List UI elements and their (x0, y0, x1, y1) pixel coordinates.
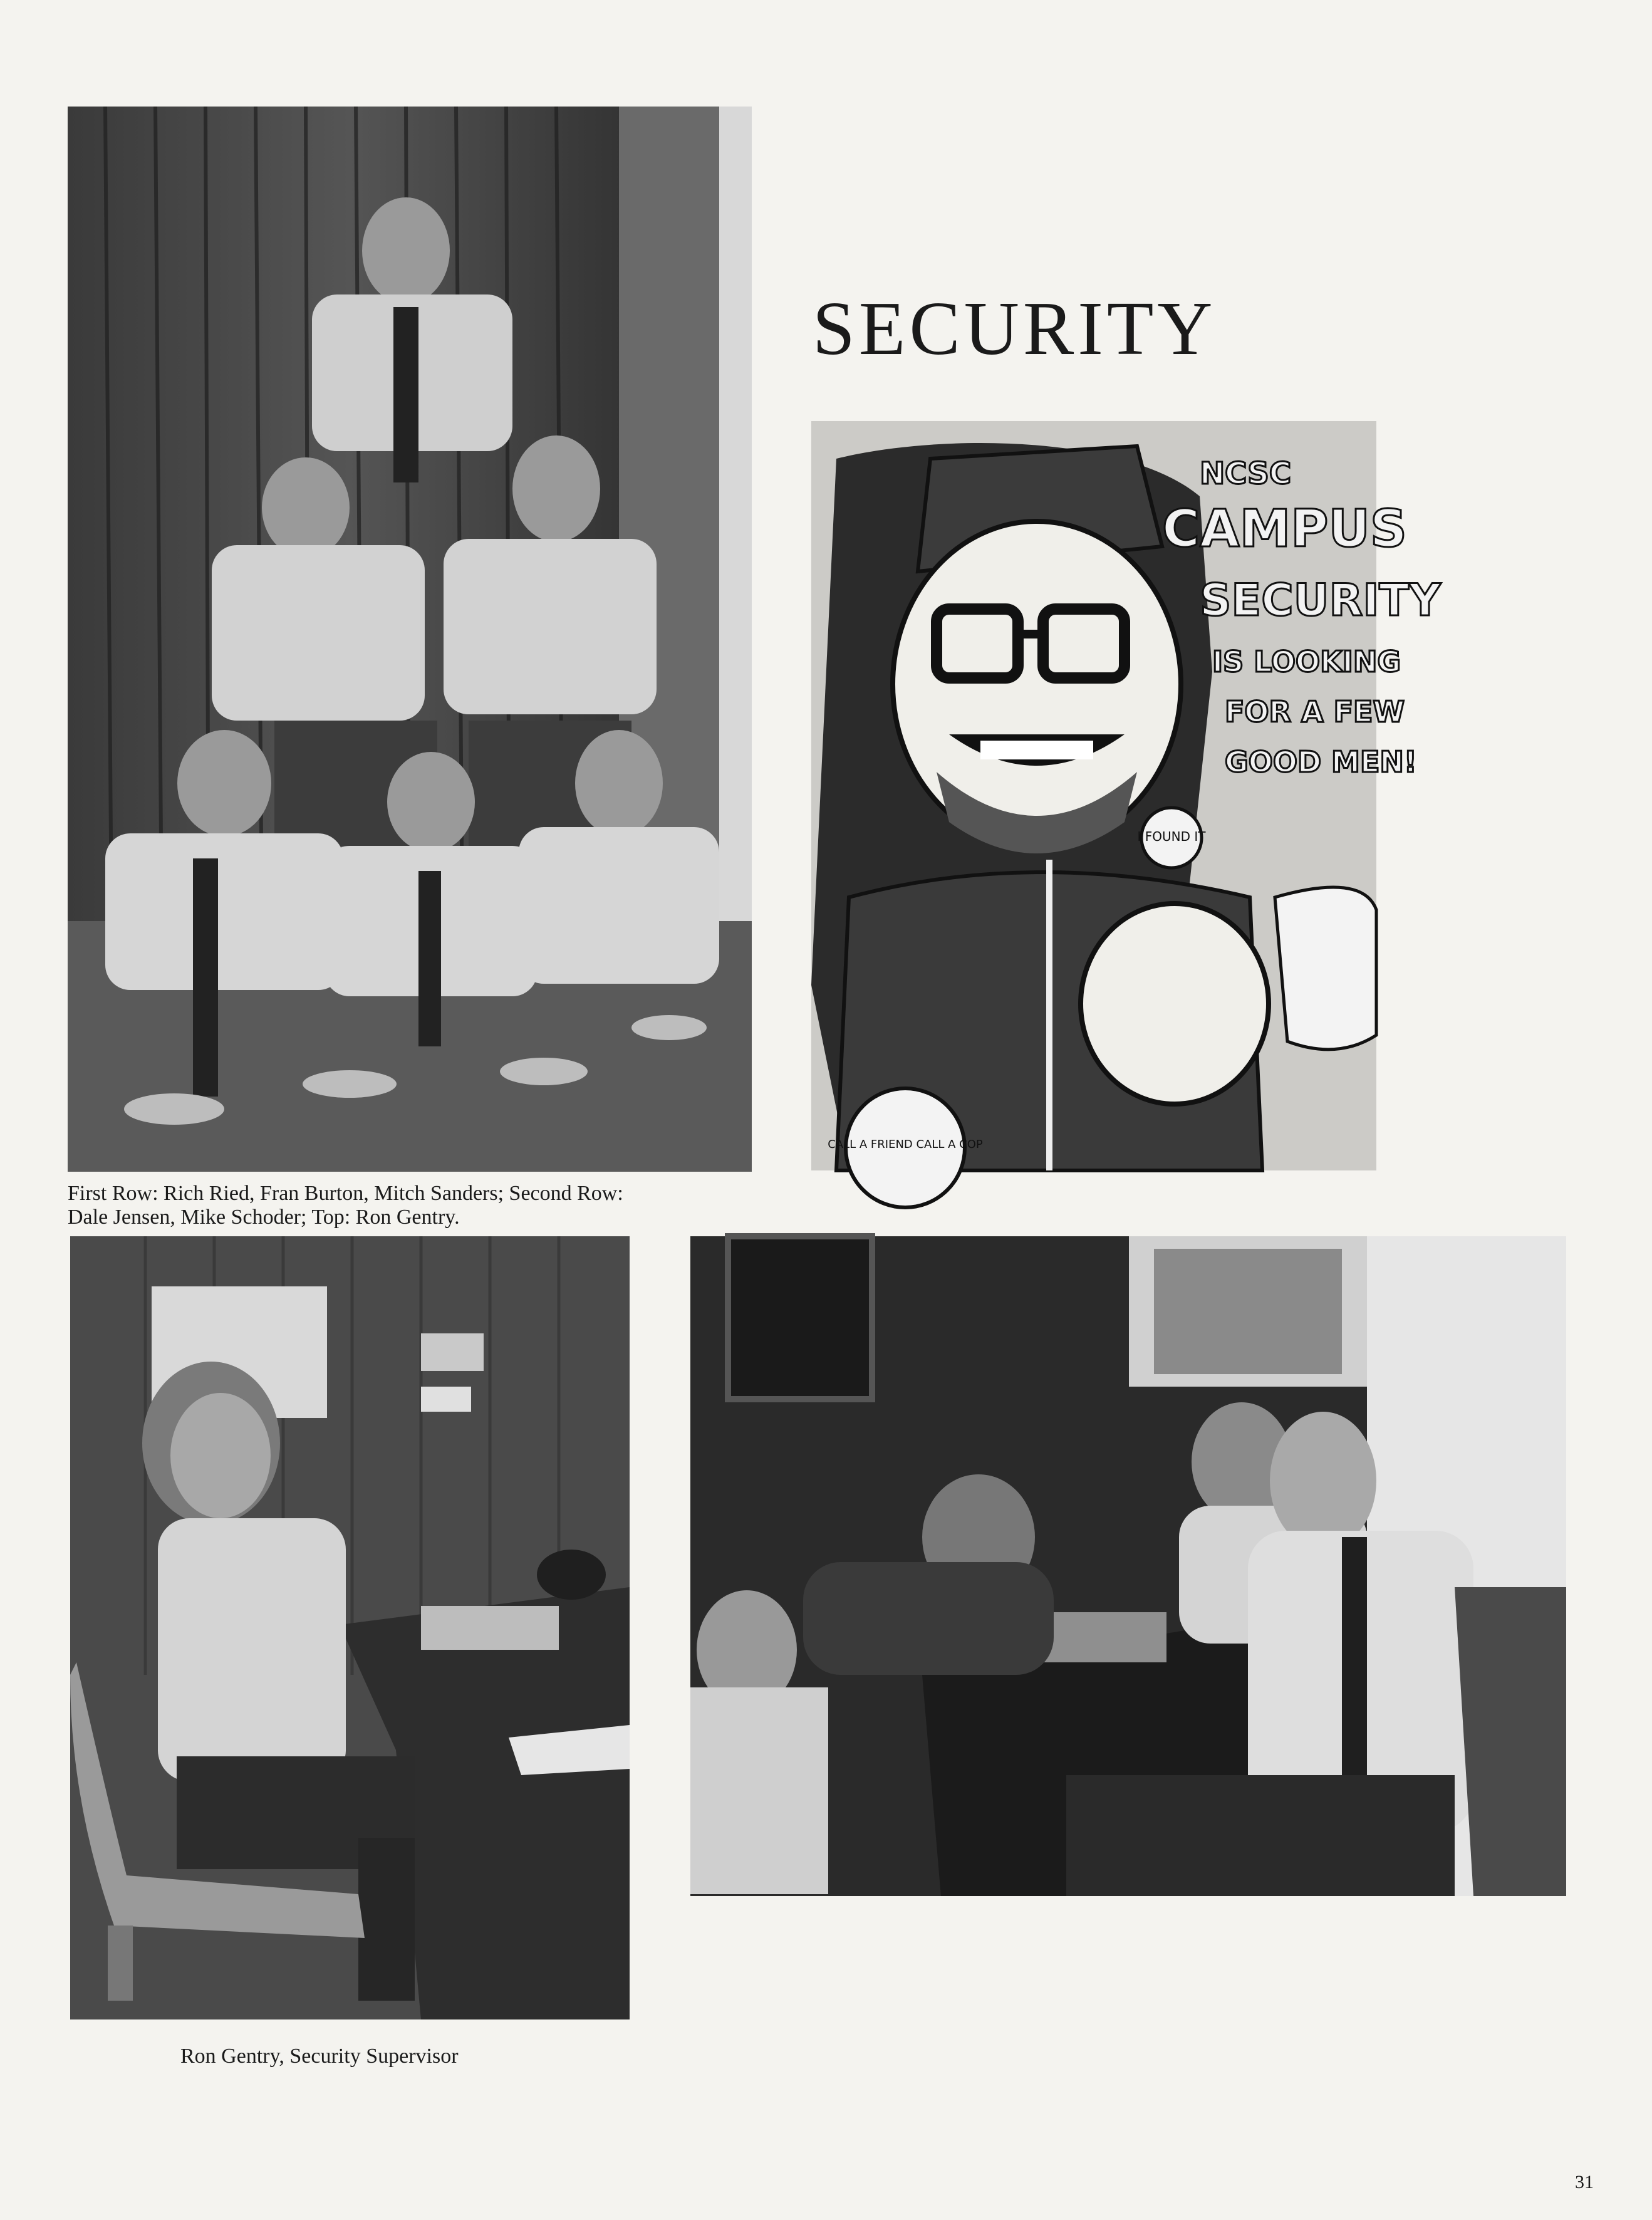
poster-chest-button-text: I FOUND IT (1137, 829, 1206, 844)
poster-line-5: FOR A FEW (1225, 695, 1405, 729)
poster-line-3: SECURITY (1200, 575, 1441, 626)
security-supervisor-photo (70, 1236, 630, 2019)
caption-line-1: First Row: Rich Ried, Fran Burton, Mitch Sanders; Second Row: (68, 1182, 623, 1205)
poster-button-text: CALL A FRIEND CALL A COP (828, 1138, 983, 1151)
poster-line-2: CAMPUS (1162, 499, 1407, 559)
page-number: 31 (1575, 2172, 1594, 2192)
supervisor-photo-caption: Ron Gentry, Security Supervisor (180, 2045, 459, 2068)
page-title: SECURITY (813, 286, 1217, 371)
pyramid-photo-caption (68, 1182, 763, 1229)
poster-line-6: GOOD MEN! (1225, 745, 1417, 779)
security-pyramid-photo (68, 107, 752, 1172)
poster-line-4: IS LOOKING (1212, 645, 1401, 679)
security-office-photo (690, 1236, 1566, 1896)
poster-line-1: NCSC (1200, 456, 1292, 491)
campus-security-poster-illustration (811, 421, 1441, 1170)
caption-line-2: Dale Jensen, Mike Schoder; Top: Ron Gentry. (68, 1206, 460, 1229)
